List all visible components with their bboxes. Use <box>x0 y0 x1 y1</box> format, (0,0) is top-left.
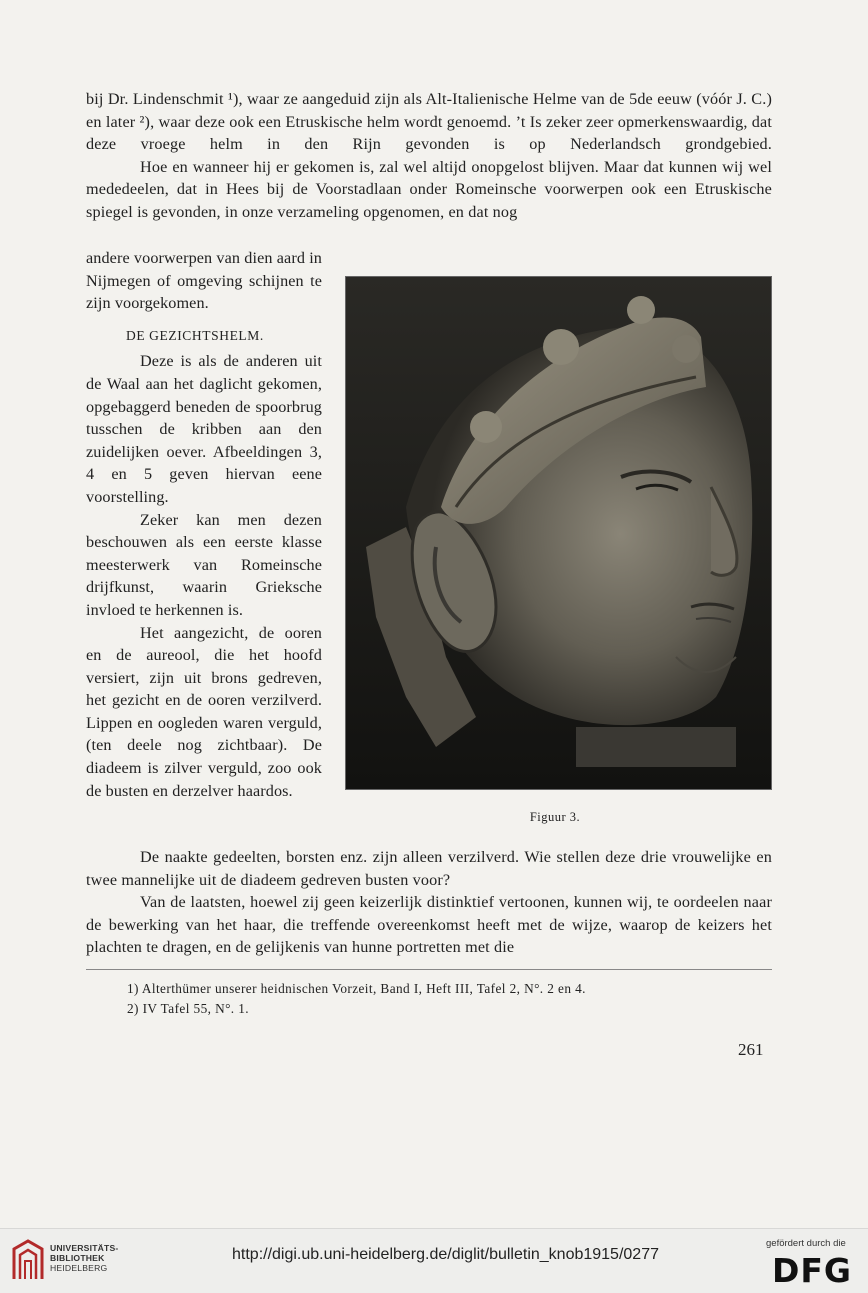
paragraph-3: De naakte gedeelten, borsten enz. zijn alleen verzilverd. Wie stellen deze drie vrouwelijke en twee mannelijke uit de diadeem gedreven busten voor? <box>86 848 772 889</box>
narrow-paragraph-3: Het aangezicht, de ooren en de aureool, die het hoofd versiert, zijn uit brons gedreven, het gezicht en de ooren verzilverd. Lippen en oogleden waren verguld, (ten deele nog zichtbaar). De diadeem is zilver verguld, zoo ook de busten en derzelver haardos. <box>86 623 322 800</box>
permalink-url[interactable]: http://digi.ub.uni-heidelberg.de/diglit/bulletin_knob1915/0277 <box>232 1246 659 1263</box>
narrow-column <box>86 247 322 802</box>
figure-caption: Figuur 3. <box>529 810 581 824</box>
footnote-1: 1) Alterthümer unserer heidnischen Vorzeit, Band I, Heft III, Tafel 2, N°. 2 en 4. <box>127 981 586 996</box>
paragraph-1: bij Dr. Lindenschmit ¹), waar ze aangeduid zijn als Alt-Italienische Helme van de 5de eeuw (vóór J. C.) en later ²), waar deze ook een Etruskische helm wordt genoemd. ’t Is zeker zeer opmerkenswaardig, dat deze vroege helm in den Rijn gevonden is op Nederlandsch grondgebied. <box>86 90 772 154</box>
viewer-footer <box>0 1228 868 1293</box>
university-library-logo-icon[interactable] <box>10 1239 46 1283</box>
paragraph-2: Hoe en wanneer hij er gekomen is, zal wel altijd onopgelost blijven. Maar dat kunnen wij wel mededeelen, dat in Hees bij de Voorstadlaan onder Romeinsche voorwerpen ook een Etruskische spiegel is gevonden, in onze verzameling opgenomen, en dat nog <box>86 157 772 221</box>
bottom-text <box>86 846 772 959</box>
footnote-2: 2) IV Tafel 55, N°. 1. <box>127 1001 250 1016</box>
sponsor-label: gefördert durch die <box>766 1238 846 1249</box>
library-name-line-1: UNIVERSITÄTS- <box>50 1243 119 1253</box>
narrow-intro: andere voorwerpen van dien aard in Nijmegen of omgeving schijnen te zijn voorgekomen. <box>86 249 322 313</box>
dfg-logo[interactable]: DFG <box>772 1251 853 1290</box>
top-text <box>86 88 772 224</box>
library-name[interactable] <box>50 1243 119 1273</box>
library-name-line-2: BIBLIOTHEK <box>50 1253 105 1263</box>
page-number: 261 <box>738 1040 764 1059</box>
figure-photo-face-helmet <box>345 276 772 790</box>
section-heading: DE GEZICHTSHELM. <box>126 327 264 343</box>
library-name-line-3: HEIDELBERG <box>50 1263 108 1273</box>
narrow-paragraph-2: Zeker kan men dezen beschouwen als een eerste klasse meesterwerk van Romeinsche drijfkunst, waarin Grieksche invloed te herkennen is. <box>86 510 322 619</box>
footnote-divider <box>86 969 772 970</box>
paragraph-4: Van de laatsten, hoewel zij geen keizerlijk distinktief vertoonen, kunnen wij, te oordeelen naar de bewerking van het haar, die treffende overeenkomst heeft met de wijze, waarop de keizers het plachten te dragen, en de gelijkenis van hunne portretten met die <box>86 893 772 957</box>
narrow-paragraph-1: Deze is als de anderen uit de Waal aan het daglicht gekomen, opgebaggerd beneden de spoorbrug tusschen de kribben aan den zuidelijken oever. Afbeeldingen 3, 4 en 5 geven hiervan eene voorstelling. <box>86 352 322 506</box>
footnotes <box>127 979 772 1019</box>
